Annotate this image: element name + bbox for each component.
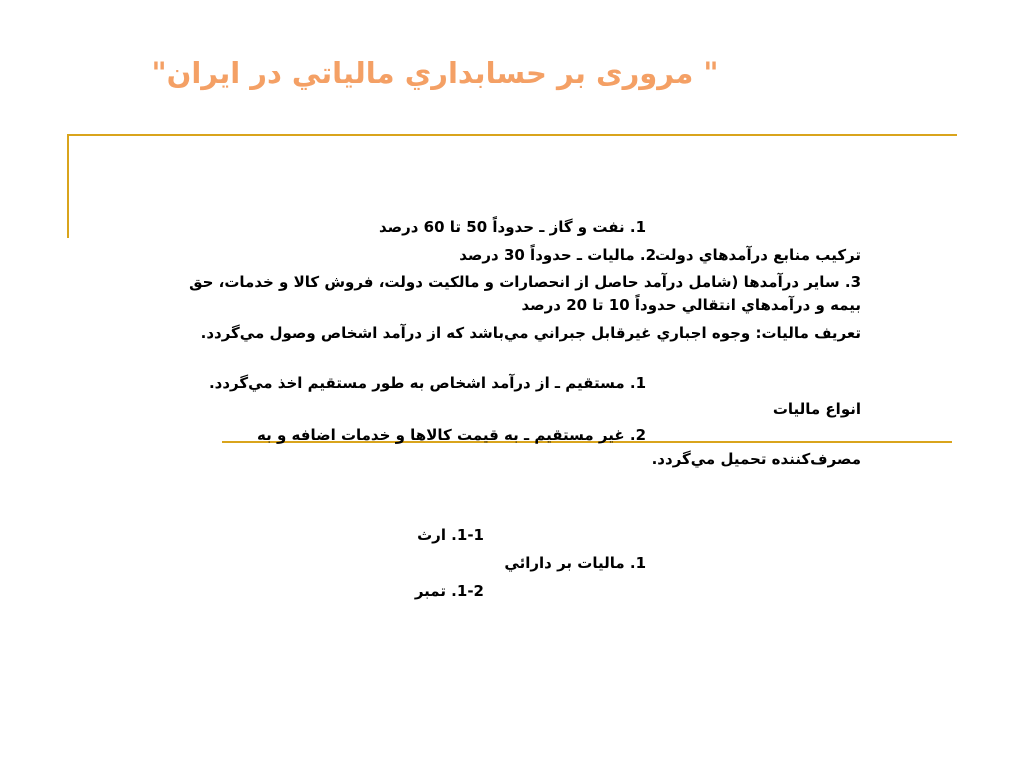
- sources-item-1: 1. نفت و گاز ـ حدوداً 50 تا 60 درصد: [378, 218, 646, 236]
- sources-heading: تركيب منابع درآمدهاي دولت: [654, 246, 861, 264]
- property-tax-heading: 1. ماليات بر دارائي: [504, 554, 646, 572]
- top-rule: [67, 134, 957, 136]
- indirect-tax-cont: مصرف‌كننده تحميل مي‌گردد.: [651, 450, 861, 468]
- property-sub-1: 1-1. ارث: [417, 526, 484, 544]
- sources-item-2: 2. ماليات ـ حدوداً 30 درصد: [459, 246, 656, 264]
- tax-types-heading: انواع ماليات: [772, 400, 861, 418]
- direct-tax: 1. مستقيم ـ از درآمد اشخاص به طور مستقيم اخذ مي‌گردد.: [208, 374, 646, 392]
- indirect-tax: 2. غير مستقيم ـ به قيمت كالاها و خدمات اضافه و به: [257, 426, 646, 444]
- property-sub-2: 1-2. تمبر: [414, 582, 484, 600]
- sources-item-3-cont: بيمه و درآمدهاي انتقالي حدوداً 10 تا 20 درصد: [521, 296, 861, 314]
- slide-title: " مروری بر حسابداري مالياتي در ايران": [151, 56, 719, 90]
- sources-item-3: 3. ساير درآمدها (شامل درآمد حاصل از انحصارات و مالكيت دولت، فروش كالا و خدمات، حق: [189, 273, 861, 291]
- tax-definition: تعريف ماليات: وجوه اجباري غيرقابل جبراني مي‌باشد كه از درآمد اشخاص وصول مي‌گردد.: [200, 324, 861, 342]
- left-rule: [67, 134, 69, 238]
